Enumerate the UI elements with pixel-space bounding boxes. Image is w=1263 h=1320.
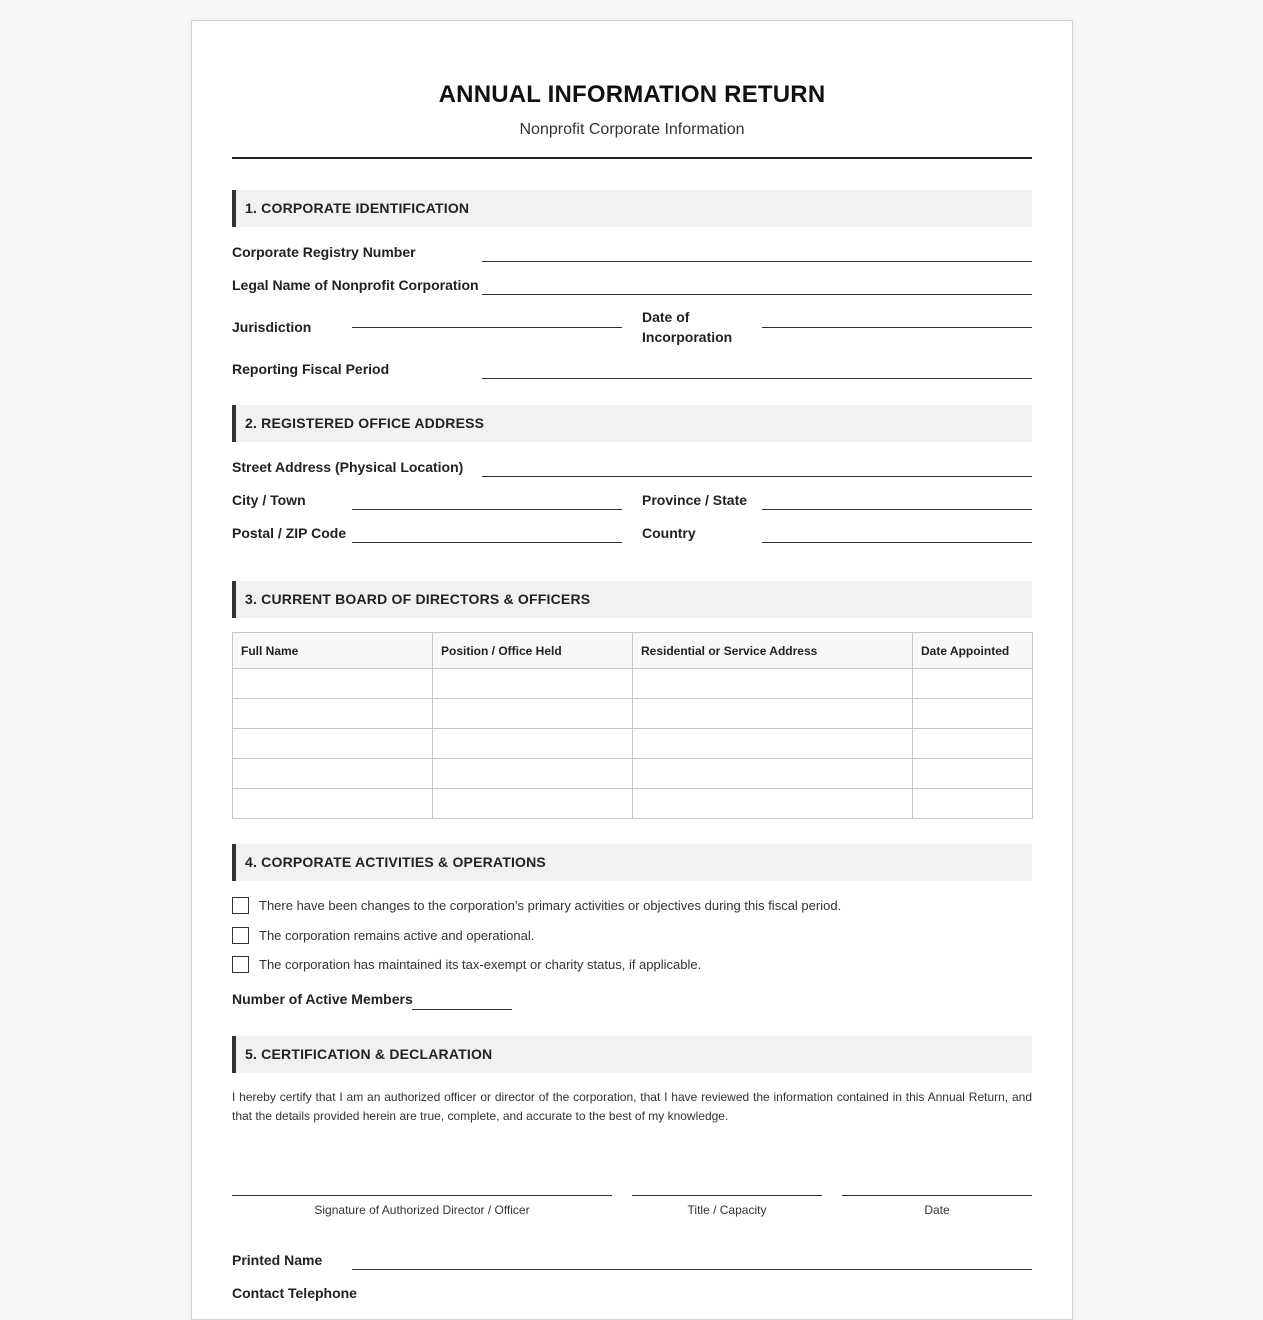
table-cell[interactable] bbox=[433, 789, 633, 819]
checkbox-tax-exempt[interactable] bbox=[232, 956, 249, 973]
table-cell[interactable] bbox=[433, 699, 633, 729]
section-heading-corporate-identification: 1. CORPORATE IDENTIFICATION bbox=[232, 190, 1032, 227]
table-cell[interactable] bbox=[233, 699, 433, 729]
table-cell[interactable] bbox=[633, 759, 913, 789]
table-cell[interactable] bbox=[913, 759, 1033, 789]
field-active-members[interactable] bbox=[412, 1009, 512, 1010]
table-cell[interactable] bbox=[233, 789, 433, 819]
table-cell[interactable] bbox=[433, 729, 633, 759]
field-reporting-period[interactable] bbox=[482, 378, 1032, 379]
table-row bbox=[233, 699, 1033, 729]
field-date[interactable] bbox=[842, 1195, 1032, 1196]
label-reporting-period: Reporting Fiscal Period bbox=[232, 361, 390, 377]
header-divider bbox=[232, 157, 1032, 159]
table-cell[interactable] bbox=[633, 669, 913, 699]
field-postal[interactable] bbox=[352, 542, 622, 543]
table-cell[interactable] bbox=[633, 789, 913, 819]
column-header-position: Position / Office Held bbox=[433, 633, 633, 669]
label-printed-name: Printed Name bbox=[232, 1252, 323, 1268]
field-date-of-incorporation[interactable] bbox=[762, 327, 1032, 328]
caption-title-capacity: Title / Capacity bbox=[687, 1203, 767, 1217]
table-row bbox=[233, 729, 1033, 759]
column-header-date-appointed: Date Appointed bbox=[913, 633, 1033, 669]
table-cell[interactable] bbox=[633, 729, 913, 759]
label-contact-telephone: Contact Telephone bbox=[232, 1285, 357, 1301]
checkbox-label-activities-changed: There have been changes to the corporation’s primary activities or objectives during this fiscal period. bbox=[259, 898, 842, 913]
label-jurisdiction: Jurisdiction bbox=[232, 319, 312, 335]
board-table-header bbox=[233, 633, 1033, 669]
checkbox-label-remains-active: The corporation remains active and operational. bbox=[259, 928, 535, 943]
table-row bbox=[233, 789, 1033, 819]
checkbox-remains-active[interactable] bbox=[232, 927, 249, 944]
field-country[interactable] bbox=[762, 542, 1032, 543]
table-cell[interactable] bbox=[913, 789, 1033, 819]
label-postal: Postal / ZIP Code bbox=[232, 525, 347, 541]
section-heading-activities: 4. CORPORATE ACTIVITIES & OPERATIONS bbox=[232, 844, 1032, 881]
table-row bbox=[233, 669, 1033, 699]
label-date-of-incorporation: Date of Incorporation bbox=[642, 309, 733, 345]
table-row bbox=[233, 759, 1033, 789]
form-subtitle: Nonprofit Corporate Information bbox=[519, 121, 745, 138]
field-province[interactable] bbox=[762, 509, 1032, 510]
table-cell[interactable] bbox=[233, 729, 433, 759]
field-registry-number[interactable] bbox=[482, 261, 1032, 262]
declaration-text: I hereby certify that I am an authorized officer or director of the corporation, that I have reviewed the information contained in this Annual Return, and that the details provided herein are true, complete, and accurate to the best of my knowledge. bbox=[232, 1090, 1032, 1123]
label-country: Country bbox=[642, 525, 696, 541]
field-legal-name[interactable] bbox=[482, 294, 1032, 295]
board-table bbox=[232, 632, 1033, 819]
column-header-full-name: Full Name bbox=[233, 633, 433, 669]
table-cell[interactable] bbox=[233, 759, 433, 789]
label-registry-number: Corporate Registry Number bbox=[232, 244, 416, 260]
form-title: ANNUAL INFORMATION RETURN bbox=[438, 81, 826, 108]
label-province: Province / State bbox=[642, 492, 748, 508]
label-city: City / Town bbox=[232, 492, 306, 508]
table-cell[interactable] bbox=[633, 699, 913, 729]
section-heading-registered-office: 2. REGISTERED OFFICE ADDRESS bbox=[232, 405, 1032, 442]
field-jurisdiction[interactable] bbox=[352, 327, 622, 328]
checkbox-label-tax-exempt: The corporation has maintained its tax-exempt or charity status, if applicable. bbox=[259, 957, 702, 972]
table-cell[interactable] bbox=[913, 669, 1033, 699]
form-page bbox=[191, 20, 1073, 1320]
table-cell[interactable] bbox=[233, 669, 433, 699]
section-heading-board: 3. CURRENT BOARD OF DIRECTORS & OFFICERS bbox=[232, 581, 1032, 618]
field-signature[interactable] bbox=[232, 1195, 612, 1196]
column-header-address: Residential or Service Address bbox=[633, 633, 913, 669]
field-street-address[interactable] bbox=[482, 476, 1032, 477]
caption-signature: Signature of Authorized Director / Officer bbox=[314, 1203, 530, 1217]
section-heading-certification: 5. CERTIFICATION & DECLARATION bbox=[232, 1036, 1032, 1073]
field-city[interactable] bbox=[352, 509, 622, 510]
table-cell[interactable] bbox=[913, 699, 1033, 729]
table-cell[interactable] bbox=[913, 729, 1033, 759]
label-legal-name: Legal Name of Nonprofit Corporation bbox=[232, 277, 479, 293]
checkbox-activities-changed[interactable] bbox=[232, 897, 249, 914]
label-street-address: Street Address (Physical Location) bbox=[232, 459, 464, 475]
caption-date: Date bbox=[924, 1203, 950, 1217]
table-cell[interactable] bbox=[433, 759, 633, 789]
label-active-members: Number of Active Members bbox=[232, 991, 413, 1007]
field-title-capacity[interactable] bbox=[632, 1195, 822, 1196]
field-printed-name[interactable] bbox=[352, 1269, 1032, 1270]
table-cell[interactable] bbox=[433, 669, 633, 699]
